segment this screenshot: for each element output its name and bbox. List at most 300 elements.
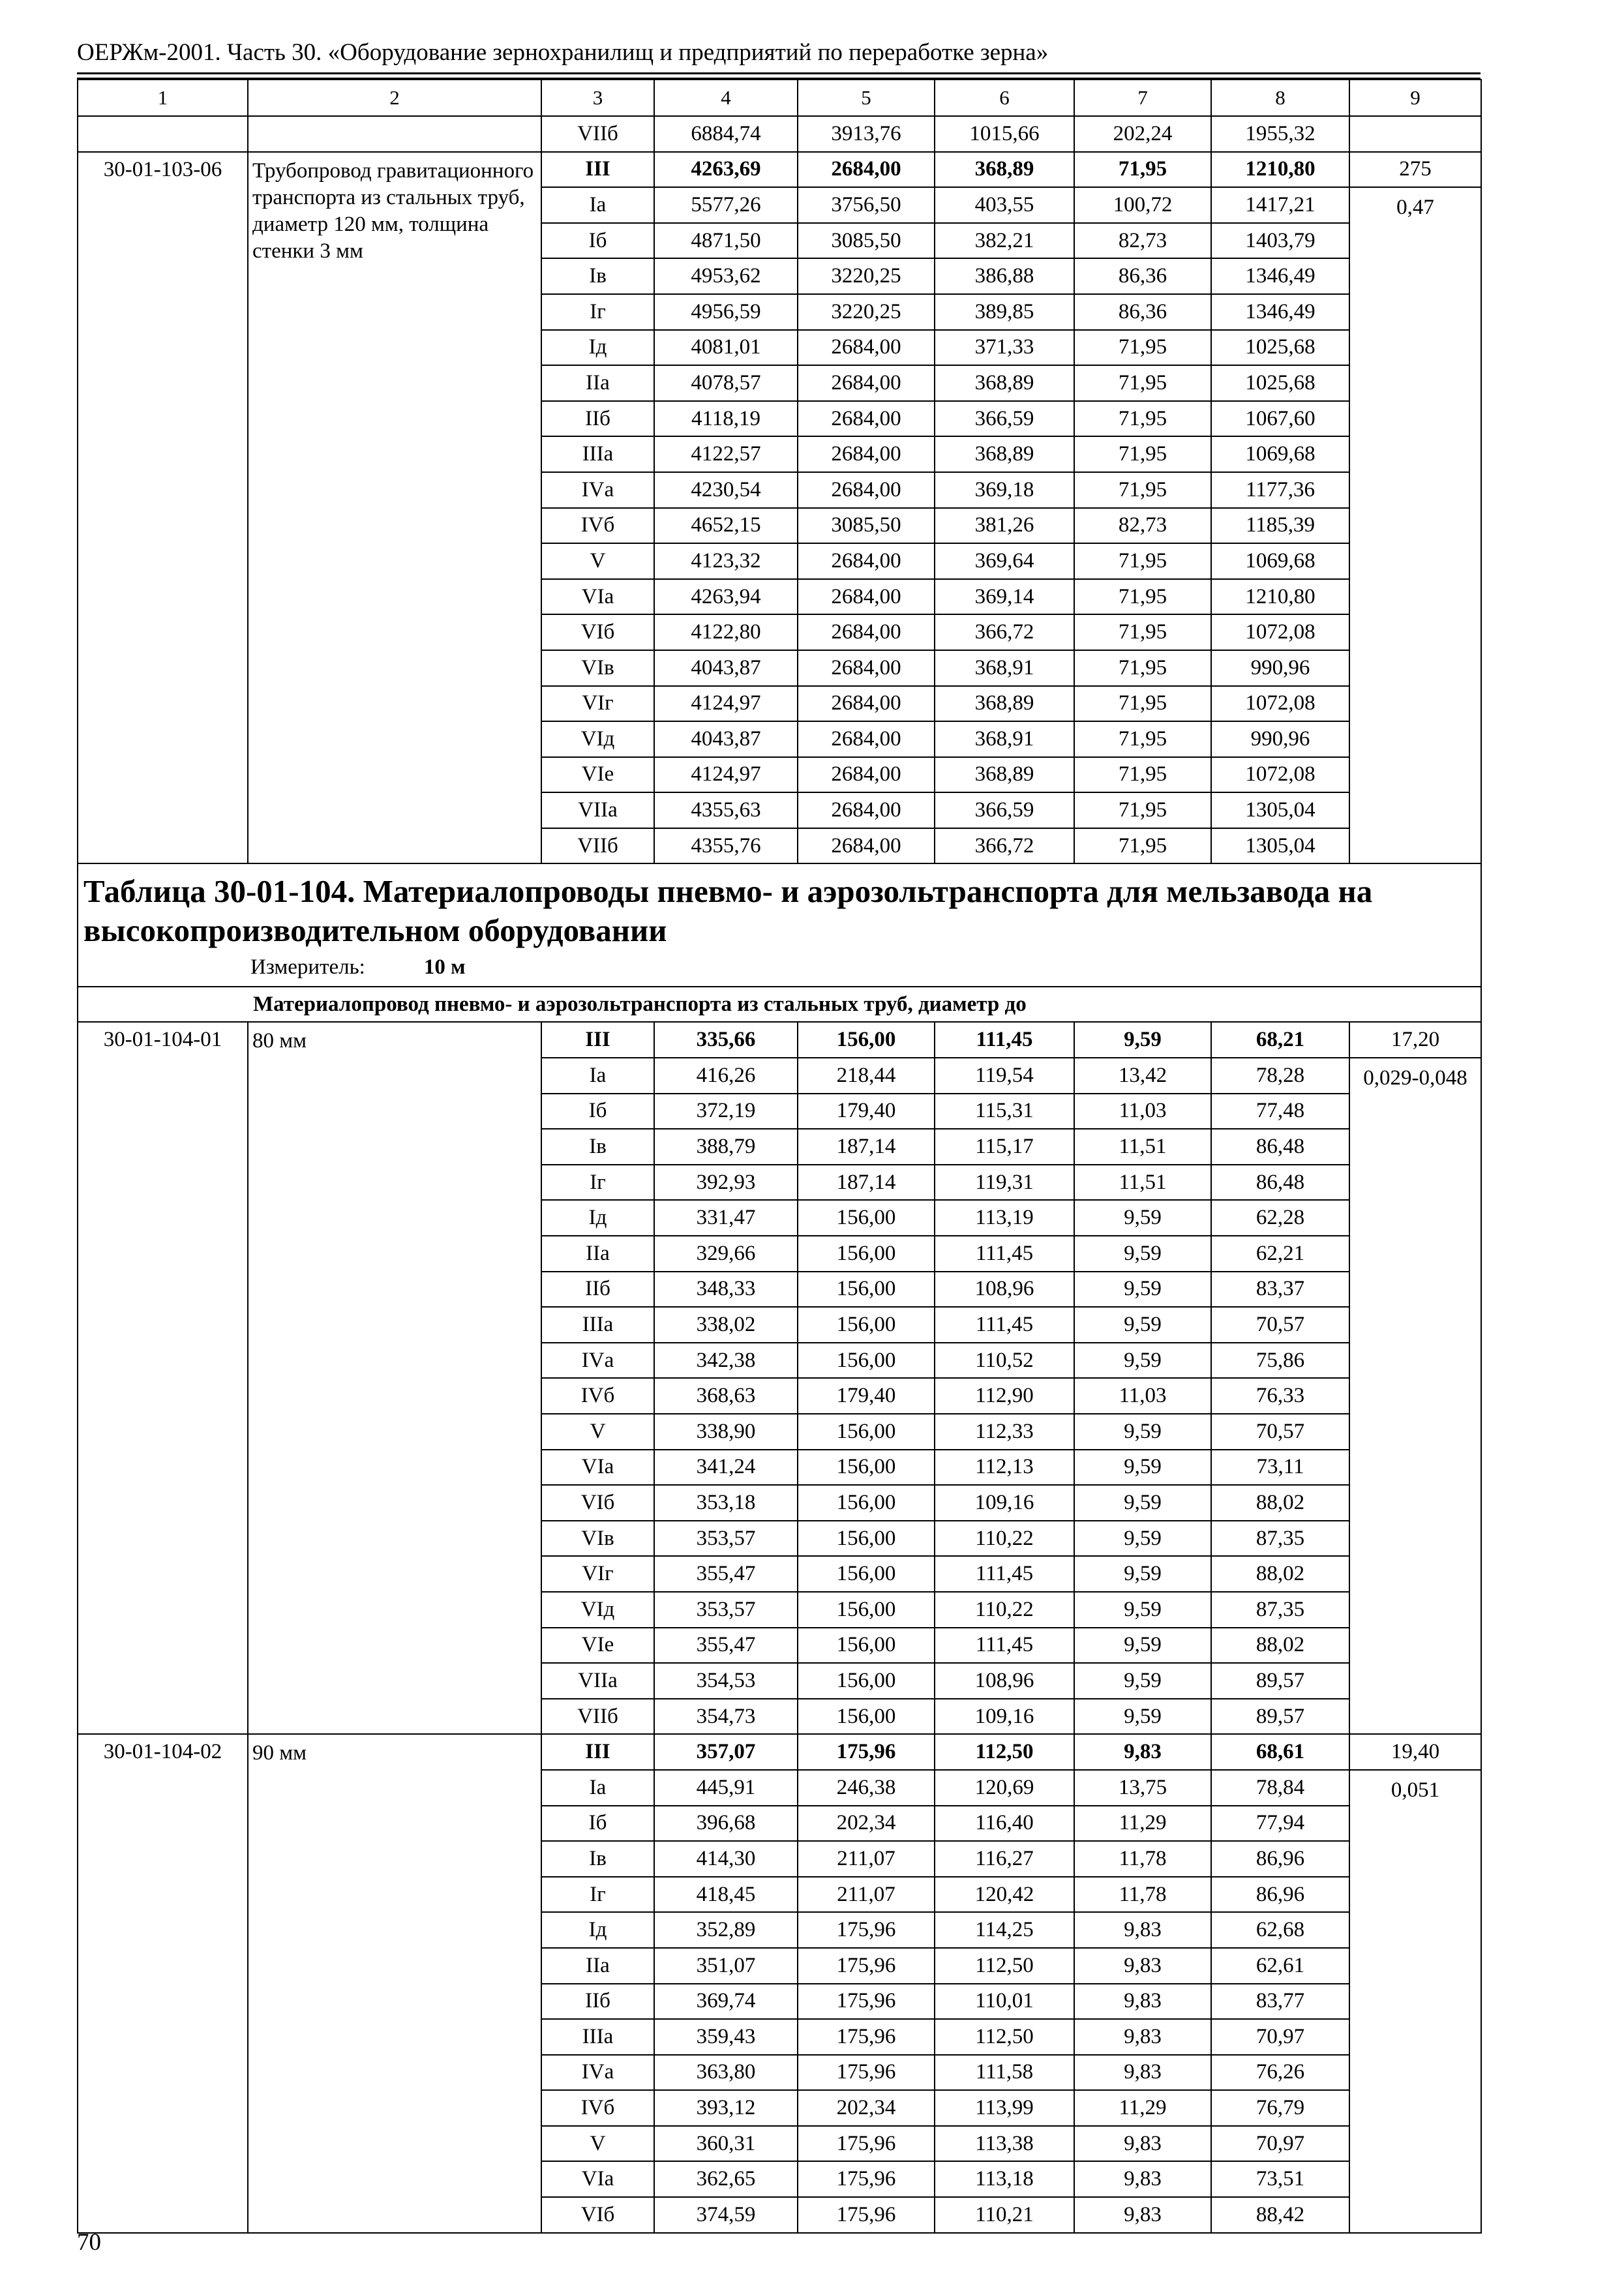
value-cell: 4122,57 [654, 436, 798, 472]
zone-cell: Iа [541, 1770, 654, 1806]
col9-value: 19,40 [1349, 1734, 1481, 1770]
value-cell: 363,80 [654, 2055, 798, 2091]
value-cell: 1346,49 [1211, 258, 1349, 294]
column-number: 3 [541, 80, 654, 116]
column-number: 5 [798, 80, 935, 116]
value-cell: 13,42 [1074, 1058, 1211, 1094]
value-cell: 1069,68 [1211, 436, 1349, 472]
value-cell: 338,02 [654, 1307, 798, 1343]
value-cell: 368,91 [935, 721, 1074, 757]
value-cell: 156,00 [798, 1628, 935, 1664]
rate-row [78, 152, 1481, 188]
value-cell: 110,21 [935, 2197, 1074, 2233]
value-cell: 187,14 [798, 1129, 935, 1165]
value-cell: 62,28 [1211, 1200, 1349, 1236]
table-104-subheading-row [78, 987, 1481, 1022]
table-104-title-cell [78, 863, 1481, 987]
value-cell: 112,50 [935, 2019, 1074, 2055]
value-cell: 202,24 [1074, 116, 1211, 152]
value-cell: 89,57 [1211, 1663, 1349, 1699]
value-cell: 71,95 [1074, 721, 1211, 757]
value-cell: 4078,57 [654, 365, 798, 401]
value-cell: 381,26 [935, 508, 1074, 544]
value-cell: 1305,04 [1211, 828, 1349, 864]
zone-cell: Iб [541, 1806, 654, 1842]
value-cell: 156,00 [798, 1200, 935, 1236]
zone-cell: V [541, 1414, 654, 1450]
value-cell: 392,93 [654, 1165, 798, 1201]
value-cell: 9,59 [1074, 1556, 1211, 1592]
value-cell: 156,00 [798, 1556, 935, 1592]
zone-cell: VIIа [541, 792, 654, 828]
col9-value: 0,47 [1349, 187, 1481, 863]
value-cell: 110,01 [935, 1984, 1074, 2020]
zone-cell: VIг [541, 686, 654, 722]
value-cell: 388,79 [654, 1129, 798, 1165]
value-cell: 71,95 [1074, 543, 1211, 579]
value-cell: 76,79 [1211, 2090, 1349, 2126]
value-cell: 2684,00 [798, 472, 935, 508]
value-cell: 2684,00 [798, 330, 935, 366]
value-cell: 369,74 [654, 1984, 798, 2020]
value-cell: 113,19 [935, 1200, 1074, 1236]
value-cell: 211,07 [798, 1841, 935, 1877]
value-cell: 1417,21 [1211, 187, 1349, 223]
value-cell: 115,17 [935, 1129, 1074, 1165]
value-cell: 175,96 [798, 2019, 935, 2055]
column-number: 4 [654, 80, 798, 116]
zone-cell: VIа [541, 1450, 654, 1486]
zone-cell: IIIа [541, 2019, 654, 2055]
value-cell: 368,91 [935, 650, 1074, 686]
value-cell: 175,96 [798, 2161, 935, 2197]
value-cell: 71,95 [1074, 330, 1211, 366]
zone-cell: VIд [541, 1592, 654, 1628]
value-cell: 9,59 [1074, 1450, 1211, 1486]
value-cell: 86,36 [1074, 294, 1211, 330]
zone-cell: IVа [541, 472, 654, 508]
zone-cell: IVб [541, 2090, 654, 2126]
value-cell: 156,00 [798, 1485, 935, 1521]
value-cell: 110,22 [935, 1592, 1074, 1628]
value-cell: 4043,87 [654, 721, 798, 757]
zone-cell: III [541, 152, 654, 188]
value-cell: 342,38 [654, 1343, 798, 1379]
value-cell: 11,51 [1074, 1129, 1211, 1165]
value-cell: 1025,68 [1211, 330, 1349, 366]
value-cell: 2684,00 [798, 436, 935, 472]
value-cell: 175,96 [798, 2055, 935, 2091]
value-cell: 355,47 [654, 1556, 798, 1592]
col9-value: 0,051 [1349, 1770, 1481, 2233]
zone-cell: III [541, 1022, 654, 1058]
value-cell: 175,96 [798, 1984, 935, 2020]
zone-cell: VIа [541, 579, 654, 615]
zone-cell: Iг [541, 294, 654, 330]
value-cell: 111,45 [935, 1022, 1074, 1058]
value-cell: 5577,26 [654, 187, 798, 223]
rate-row [78, 1022, 1481, 1058]
value-cell: 246,38 [798, 1770, 935, 1806]
value-cell: 1185,39 [1211, 508, 1349, 544]
zone-cell: VIб [541, 614, 654, 650]
value-cell: 331,47 [654, 1200, 798, 1236]
value-cell: 9,83 [1074, 1912, 1211, 1948]
value-cell: 112,33 [935, 1414, 1074, 1450]
value-cell: 2684,00 [798, 614, 935, 650]
col9-value: 17,20 [1349, 1022, 1481, 1058]
value-cell: 329,66 [654, 1236, 798, 1272]
value-cell: 120,42 [935, 1877, 1074, 1913]
value-cell: 11,51 [1074, 1165, 1211, 1201]
value-cell: 357,07 [654, 1734, 798, 1770]
value-cell: 368,89 [935, 757, 1074, 793]
zone-cell: IIб [541, 1272, 654, 1308]
zone-cell: VIе [541, 1628, 654, 1664]
value-cell: 9,83 [1074, 1734, 1211, 1770]
column-number: 8 [1211, 80, 1349, 116]
value-cell: 77,48 [1211, 1094, 1349, 1130]
value-cell: 362,65 [654, 2161, 798, 2197]
zone-cell: Iв [541, 1129, 654, 1165]
value-cell: 88,42 [1211, 2197, 1349, 2233]
value-cell: 71,95 [1074, 152, 1211, 188]
page-number: 70 [77, 2229, 101, 2256]
value-cell: 1210,80 [1211, 579, 1349, 615]
value-cell: 2684,00 [798, 650, 935, 686]
value-cell: 366,59 [935, 401, 1074, 437]
value-cell: 78,28 [1211, 1058, 1349, 1094]
zone-cell: Iб [541, 223, 654, 259]
value-cell: 3085,50 [798, 223, 935, 259]
zone-cell: VIв [541, 1521, 654, 1557]
value-cell: 73,11 [1211, 1450, 1349, 1486]
value-cell: 368,89 [935, 436, 1074, 472]
value-cell: 990,96 [1211, 650, 1349, 686]
value-cell: 1025,68 [1211, 365, 1349, 401]
value-cell: 1015,66 [935, 116, 1074, 152]
value-cell: 393,12 [654, 2090, 798, 2126]
value-cell: 2684,00 [798, 365, 935, 401]
zone-cell: Iб [541, 1094, 654, 1130]
value-cell: 78,84 [1211, 1770, 1349, 1806]
value-cell: 386,88 [935, 258, 1074, 294]
value-cell: 68,61 [1211, 1734, 1349, 1770]
item-code: 30-01-104-01 [78, 1022, 248, 1734]
item-code: 30-01-104-02 [78, 1734, 248, 2232]
measure-label: Измеритель: [250, 955, 365, 980]
zone-cell: V [541, 2126, 654, 2162]
column-number: 1 [78, 80, 248, 116]
zone-cell: VIIб [541, 828, 654, 864]
value-cell: 368,89 [935, 686, 1074, 722]
value-cell: 175,96 [798, 1948, 935, 1984]
table-104-subheading: Материалопровод пневмо- и аэрозольтранспорта из стальных труб, диаметр до [78, 987, 1481, 1022]
value-cell: 2684,00 [798, 686, 935, 722]
zone-cell: IVа [541, 1343, 654, 1379]
value-cell: 112,50 [935, 1948, 1074, 1984]
value-cell: 156,00 [798, 1450, 935, 1486]
value-cell: 4355,76 [654, 828, 798, 864]
value-cell: 338,90 [654, 1414, 798, 1450]
zone-cell: III [541, 1734, 654, 1770]
value-cell: 9,83 [1074, 2197, 1211, 2233]
value-cell: 109,16 [935, 1699, 1074, 1735]
value-cell: 1346,49 [1211, 294, 1349, 330]
value-cell: 9,59 [1074, 1022, 1211, 1058]
value-cell: 341,24 [654, 1450, 798, 1486]
value-cell: 71,95 [1074, 401, 1211, 437]
zone-cell: IVб [541, 1378, 654, 1414]
measure-value: 10 м [423, 955, 466, 980]
zone-cell: IIа [541, 1236, 654, 1272]
value-cell: 2684,00 [798, 543, 935, 579]
value-cell: 4122,80 [654, 614, 798, 650]
zone-cell: V [541, 543, 654, 579]
value-cell: 3220,25 [798, 294, 935, 330]
value-cell: 11,78 [1074, 1877, 1211, 1913]
value-cell: 9,83 [1074, 2055, 1211, 2091]
zone-cell: IVб [541, 508, 654, 544]
value-cell: 156,00 [798, 1272, 935, 1308]
value-cell: 348,33 [654, 1272, 798, 1308]
empty-cell [1349, 116, 1481, 152]
value-cell: 9,59 [1074, 1200, 1211, 1236]
value-cell: 335,66 [654, 1022, 798, 1058]
value-cell: 4043,87 [654, 650, 798, 686]
value-cell: 112,13 [935, 1450, 1074, 1486]
zone-cell: IIб [541, 401, 654, 437]
value-cell: 62,21 [1211, 1236, 1349, 1272]
value-cell: 1177,36 [1211, 472, 1349, 508]
value-cell: 62,61 [1211, 1948, 1349, 1984]
value-cell: 156,00 [798, 1663, 935, 1699]
value-cell: 368,63 [654, 1378, 798, 1414]
column-number: 9 [1349, 80, 1481, 116]
value-cell: 4118,19 [654, 401, 798, 437]
value-cell: 75,86 [1211, 1343, 1349, 1379]
value-cell: 1305,04 [1211, 792, 1349, 828]
value-cell: 175,96 [798, 1912, 935, 1948]
value-cell: 88,02 [1211, 1556, 1349, 1592]
value-cell: 2684,00 [798, 152, 935, 188]
value-cell: 11,03 [1074, 1094, 1211, 1130]
value-cell: 109,16 [935, 1485, 1074, 1521]
value-cell: 9,59 [1074, 1307, 1211, 1343]
value-cell: 71,95 [1074, 436, 1211, 472]
value-cell: 68,21 [1211, 1022, 1349, 1058]
value-cell: 1955,32 [1211, 116, 1349, 152]
value-cell: 202,34 [798, 1806, 935, 1842]
value-cell: 156,00 [798, 1022, 935, 1058]
header-rule [77, 72, 1481, 74]
value-cell: 403,55 [935, 187, 1074, 223]
value-cell: 2684,00 [798, 757, 935, 793]
zone-cell: IIб [541, 1984, 654, 2020]
zone-cell: VIе [541, 757, 654, 793]
zone-cell: IIIа [541, 1307, 654, 1343]
value-cell: 11,03 [1074, 1378, 1211, 1414]
value-cell: 86,48 [1211, 1165, 1349, 1201]
value-cell: 9,59 [1074, 1272, 1211, 1308]
value-cell: 4230,54 [654, 472, 798, 508]
value-cell: 76,26 [1211, 2055, 1349, 2091]
value-cell: 71,95 [1074, 579, 1211, 615]
value-cell: 4263,69 [654, 152, 798, 188]
value-cell: 111,45 [935, 1236, 1074, 1272]
value-cell: 156,00 [798, 1343, 935, 1379]
value-cell: 353,57 [654, 1592, 798, 1628]
value-cell: 156,00 [798, 1236, 935, 1272]
value-cell: 354,53 [654, 1663, 798, 1699]
value-cell: 4953,62 [654, 258, 798, 294]
value-cell: 11,78 [1074, 1841, 1211, 1877]
value-cell: 4871,50 [654, 223, 798, 259]
zone-cell: VIв [541, 650, 654, 686]
value-cell: 77,94 [1211, 1806, 1349, 1842]
value-cell: 382,21 [935, 223, 1074, 259]
value-cell: 156,00 [798, 1592, 935, 1628]
value-cell: 2684,00 [798, 828, 935, 864]
value-cell: 82,73 [1074, 223, 1211, 259]
column-number: 2 [248, 80, 541, 116]
value-cell: 2684,00 [798, 401, 935, 437]
value-cell: 368,89 [935, 152, 1074, 188]
value-cell: 6884,74 [654, 116, 798, 152]
zone-cell: Iг [541, 1165, 654, 1201]
value-cell: 351,07 [654, 1948, 798, 1984]
value-cell: 366,72 [935, 828, 1074, 864]
item-name: 90 мм [248, 1734, 541, 2232]
zone-cell: VIб [541, 2197, 654, 2233]
table-104-title: Таблица 30-01-104. Материалопроводы пневмо- и аэрозольтранспорта для мельзавода на высокопроизводительном оборудовании [83, 873, 1373, 949]
value-cell: 9,59 [1074, 1414, 1211, 1450]
value-cell: 111,45 [935, 1556, 1074, 1592]
value-cell: 112,50 [935, 1734, 1074, 1770]
value-cell: 9,83 [1074, 1948, 1211, 1984]
value-cell: 354,73 [654, 1699, 798, 1735]
zone-cell: VIб [541, 1485, 654, 1521]
item-code: 30-01-103-06 [78, 152, 248, 864]
zone-cell: Iа [541, 1058, 654, 1094]
column-number: 7 [1074, 80, 1211, 116]
value-cell: 83,37 [1211, 1272, 1349, 1308]
value-cell: 111,45 [935, 1628, 1074, 1664]
value-cell: 156,00 [798, 1521, 935, 1557]
value-cell: 108,96 [935, 1663, 1074, 1699]
zone-cell: VIд [541, 721, 654, 757]
value-cell: 372,19 [654, 1094, 798, 1130]
value-cell: 175,96 [798, 2126, 935, 2162]
value-cell: 9,83 [1074, 2126, 1211, 2162]
value-cell: 113,18 [935, 2161, 1074, 2197]
value-cell: 108,96 [935, 1272, 1074, 1308]
value-cell: 156,00 [798, 1307, 935, 1343]
value-cell: 389,85 [935, 294, 1074, 330]
zone-cell: Iв [541, 1841, 654, 1877]
value-cell: 175,96 [798, 1734, 935, 1770]
value-cell: 374,59 [654, 2197, 798, 2233]
item-name: Трубопровод гравитационного транспорта из стальных труб, диаметр 120 мм, толщина стенки 3 мм [248, 152, 541, 864]
zone-cell: VIа [541, 2161, 654, 2197]
value-cell: 445,91 [654, 1770, 798, 1806]
value-cell: 9,59 [1074, 1343, 1211, 1379]
value-cell: 113,99 [935, 2090, 1074, 2126]
value-cell: 396,68 [654, 1806, 798, 1842]
value-cell: 1210,80 [1211, 152, 1349, 188]
value-cell: 4355,63 [654, 792, 798, 828]
value-cell: 211,07 [798, 1877, 935, 1913]
value-cell: 355,47 [654, 1628, 798, 1664]
value-cell: 82,73 [1074, 508, 1211, 544]
value-cell: 89,57 [1211, 1699, 1349, 1735]
value-cell: 116,40 [935, 1806, 1074, 1842]
value-cell: 86,96 [1211, 1877, 1349, 1913]
value-cell: 4652,15 [654, 508, 798, 544]
value-cell: 110,52 [935, 1343, 1074, 1379]
value-cell: 113,38 [935, 2126, 1074, 2162]
value-cell: 115,31 [935, 1094, 1074, 1130]
zone-cell: Iд [541, 1912, 654, 1948]
zone-cell: VIг [541, 1556, 654, 1592]
value-cell: 62,68 [1211, 1912, 1349, 1948]
rate-row [78, 1734, 1481, 1770]
col9-value: 0,029-0,048 [1349, 1058, 1481, 1734]
value-cell: 4956,59 [654, 294, 798, 330]
value-cell: 76,33 [1211, 1378, 1349, 1414]
value-cell: 4124,97 [654, 686, 798, 722]
value-cell: 3913,76 [798, 116, 935, 152]
value-cell: 1069,68 [1211, 543, 1349, 579]
value-cell: 3756,50 [798, 187, 935, 223]
value-cell: 369,14 [935, 579, 1074, 615]
value-cell: 2684,00 [798, 792, 935, 828]
value-cell: 366,72 [935, 614, 1074, 650]
value-cell: 369,18 [935, 472, 1074, 508]
value-cell: 9,59 [1074, 1521, 1211, 1557]
value-cell: 87,35 [1211, 1521, 1349, 1557]
value-cell: 179,40 [798, 1378, 935, 1414]
value-cell: 71,95 [1074, 614, 1211, 650]
running-header: ОЕРЖм-2001. Часть 30. «Оборудование зернохранилищ и предприятий по переработке зерна» [77, 39, 1049, 66]
value-cell: 3220,25 [798, 258, 935, 294]
zone-cell: IVа [541, 2055, 654, 2091]
table-104-title-row [78, 863, 1481, 987]
value-cell: 360,31 [654, 2126, 798, 2162]
value-cell: 9,59 [1074, 1663, 1211, 1699]
value-cell: 4263,94 [654, 579, 798, 615]
value-cell: 990,96 [1211, 721, 1349, 757]
empty-cell [248, 116, 541, 152]
value-cell: 9,59 [1074, 1592, 1211, 1628]
value-cell: 116,27 [935, 1841, 1074, 1877]
value-cell: 187,14 [798, 1165, 935, 1201]
value-cell: 4081,01 [654, 330, 798, 366]
value-cell: 11,29 [1074, 2090, 1211, 2126]
zone-cell: IIIа [541, 436, 654, 472]
value-cell: 9,59 [1074, 1628, 1211, 1664]
rates-table [77, 79, 1482, 2234]
value-cell: 70,57 [1211, 1414, 1349, 1450]
col9-value: 275 [1349, 152, 1481, 188]
value-cell: 9,59 [1074, 1485, 1211, 1521]
zone-cell: Iд [541, 1200, 654, 1236]
value-cell: 202,34 [798, 2090, 935, 2126]
value-cell: 70,97 [1211, 2019, 1349, 2055]
value-cell: 86,48 [1211, 1129, 1349, 1165]
value-cell: 88,02 [1211, 1485, 1349, 1521]
value-cell: 71,95 [1074, 828, 1211, 864]
